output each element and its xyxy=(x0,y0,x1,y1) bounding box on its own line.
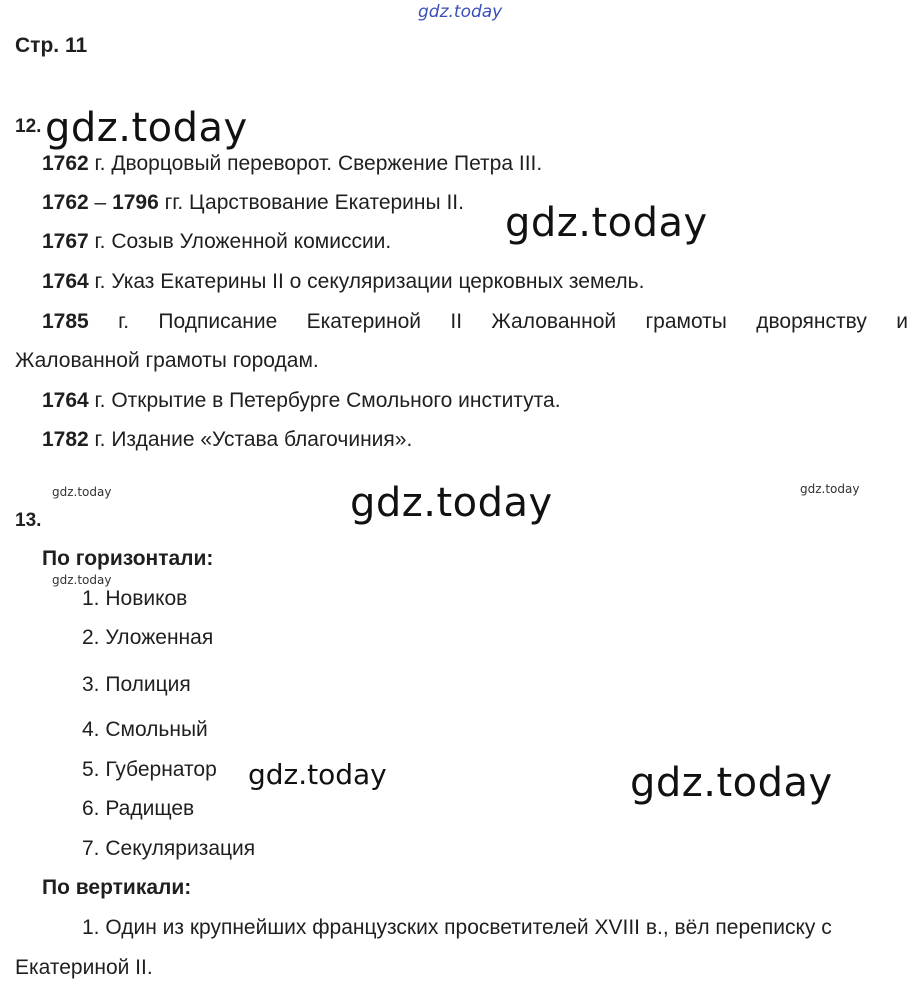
event-text: г. Дворцовый переворот. Свержение Петра III. xyxy=(88,152,543,175)
event-year: 1764 xyxy=(42,389,89,412)
watermark-small-1: gdz.today xyxy=(52,485,112,499)
list-item: 1. Новиков xyxy=(82,587,188,610)
event-row xyxy=(42,229,391,255)
watermark-top: gdz.today xyxy=(418,2,503,22)
event-word: Подписание xyxy=(158,310,278,333)
event-text: гг. Царствование Екатерины II. xyxy=(158,191,464,214)
event-year: 1762 xyxy=(42,152,89,175)
watermark-large-2: gdz.today xyxy=(505,200,708,246)
event-row xyxy=(42,190,464,216)
event-text: г. Указ Екатерины II о секуляризации церковных земель. xyxy=(88,270,645,293)
event-row xyxy=(42,151,542,177)
task-13-number: 13. xyxy=(15,510,42,531)
page-title: Стр. 11 xyxy=(15,34,88,57)
event-year: 1762 xyxy=(42,191,89,214)
event-text: г. Созыв Уложенной комиссии. xyxy=(88,230,392,253)
event-word: Жалованной xyxy=(491,310,617,333)
watermark-large-4: gdz.today xyxy=(630,760,833,806)
event-continuation: Жалованной грамоты городам. xyxy=(15,349,319,372)
task-12-number: 12. xyxy=(15,116,42,137)
watermark-small-2: gdz.today xyxy=(800,482,860,496)
event-word: II xyxy=(450,310,463,333)
event-word: грамоты xyxy=(645,310,727,333)
event-text: г. Издание «Устава благочиния». xyxy=(88,428,413,451)
list-item: 5. Губернатор xyxy=(82,758,217,781)
event-year: 1767 xyxy=(42,230,89,253)
event-dash: – xyxy=(88,191,113,214)
watermark-small-3: gdz.today xyxy=(52,573,112,587)
event-year: 1785 xyxy=(42,310,89,333)
list-item: 3. Полиция xyxy=(82,673,191,696)
event-row xyxy=(42,269,644,295)
list-item: 2. Уложенная xyxy=(82,626,214,649)
event-word: г. xyxy=(118,310,130,333)
watermark-large-1: gdz.today xyxy=(45,105,248,151)
event-text: г. Открытие в Петербурге Смольного института. xyxy=(88,389,561,412)
list-item: 6. Радищев xyxy=(82,797,195,820)
event-year: 1764 xyxy=(42,270,89,293)
list-item: 7. Секуляризация xyxy=(82,837,256,860)
vertical-item-line2: Екатериной II. xyxy=(15,956,153,979)
event-row-justified xyxy=(42,309,908,335)
event-word: дворянству xyxy=(756,310,867,333)
event-word: Екатериной xyxy=(306,310,421,333)
watermark-mid: gdz.today xyxy=(248,758,387,791)
horizontal-heading: По горизонтали: xyxy=(42,547,214,570)
event-row xyxy=(42,427,412,453)
watermark-large-3: gdz.today xyxy=(350,480,553,526)
event-word: и xyxy=(896,310,908,333)
event-row xyxy=(42,388,561,414)
vertical-heading: По вертикали: xyxy=(42,876,192,899)
event-year: 1782 xyxy=(42,428,89,451)
list-item: 4. Смольный xyxy=(82,718,208,741)
event-year-end: 1796 xyxy=(112,191,159,214)
vertical-item-line1: 1. Один из крупнейших французских просветителей XVIII в., вёл переписку с xyxy=(82,916,832,939)
